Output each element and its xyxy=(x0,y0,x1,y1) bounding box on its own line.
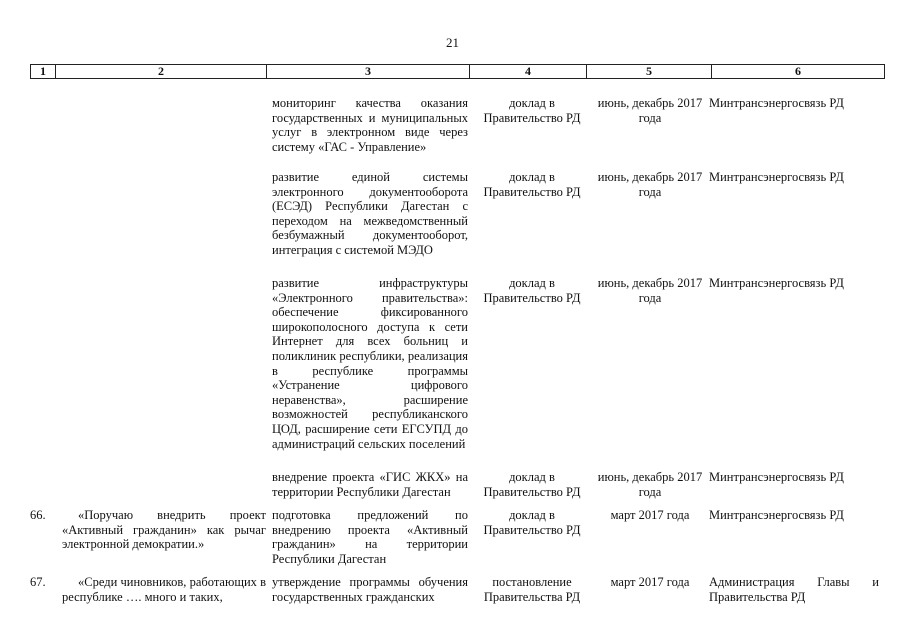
header-col-5: 5 xyxy=(587,65,712,79)
term-cell: июнь, декабрь 2017 года xyxy=(597,96,703,125)
header-col-4: 4 xyxy=(470,65,587,79)
form-cell: доклад в Правительство РД xyxy=(483,508,581,537)
header-col-2: 2 xyxy=(56,65,267,79)
header-col-1: 1 xyxy=(31,65,56,79)
term-cell: март 2017 года xyxy=(610,508,690,522)
form-cell: доклад в Правительство РД xyxy=(483,96,581,125)
measure-cell: мониторинг качества оказания государственных и муниципальных услуг в электронном виде через систему «ГАС - Управление» xyxy=(272,96,468,154)
term-cell: март 2017 года xyxy=(610,575,690,589)
measure-cell: внедрение проекта «ГИС ЖКХ» на территории Республики Дагестан xyxy=(272,470,468,499)
executor-cell: Минтрансэнергосвязь РД xyxy=(709,170,844,184)
term-cell: июнь, декабрь 2017 года xyxy=(597,276,703,305)
term-cell: июнь, декабрь 2017 года xyxy=(597,470,703,499)
executor-cell: Минтрансэнергосвязь РД xyxy=(709,470,844,484)
measure-cell: подготовка предложений по внедрению проекта «Активный гражданин» на территории Республики Дагестан xyxy=(272,508,468,566)
measure-cell: развитие единой системы электронного документооборота (ЕСЭД) Республики Дагестан с переходом на межведомственный безбумажный документооборот, интеграция с системой МЭДО xyxy=(272,170,468,257)
measure-cell: утверждение программы обучения государственных гражданских xyxy=(272,575,468,604)
page-number: 21 xyxy=(446,35,459,50)
executor-cell: Минтрансэнергосвязь РД xyxy=(709,508,844,522)
header-col-3: 3 xyxy=(267,65,470,79)
form-cell: постановление Правительства РД xyxy=(483,575,581,604)
executor-cell: Администрация Главы и Правительства РД xyxy=(709,575,879,604)
form-cell: доклад в Правительство РД xyxy=(483,170,581,199)
executor-cell: Минтрансэнергосвязь РД xyxy=(709,96,844,110)
form-cell: доклад в Правительство РД xyxy=(483,276,581,305)
header-col-6: 6 xyxy=(712,65,885,79)
form-cell: доклад в Правительство РД xyxy=(483,470,581,499)
row-number: 67. xyxy=(30,575,46,589)
table-header xyxy=(30,64,885,79)
term-cell: июнь, декабрь 2017 года xyxy=(597,170,703,199)
measure-cell: развитие инфраструктуры «Электронного правительства»: обеспечение фиксированного широкополосного доступа к сети Интернет для всех больниц и поликлиник республики, реализация в республике программы «Устранение цифрового неравенства», расширение возможностей республиканского ЦОД, расширение сети ЕГСУПД до администраций сельских поселений xyxy=(272,276,468,451)
instruction-cell: «Поручаю внедрить проект «Активный гражданин» как рычаг электронной демократии.» xyxy=(62,508,266,552)
row-number: 66. xyxy=(30,508,46,522)
instruction-cell: «Среди чиновников, работающих в республике …. много и таких, xyxy=(62,575,266,604)
executor-cell: Минтрансэнергосвязь РД xyxy=(709,276,844,290)
